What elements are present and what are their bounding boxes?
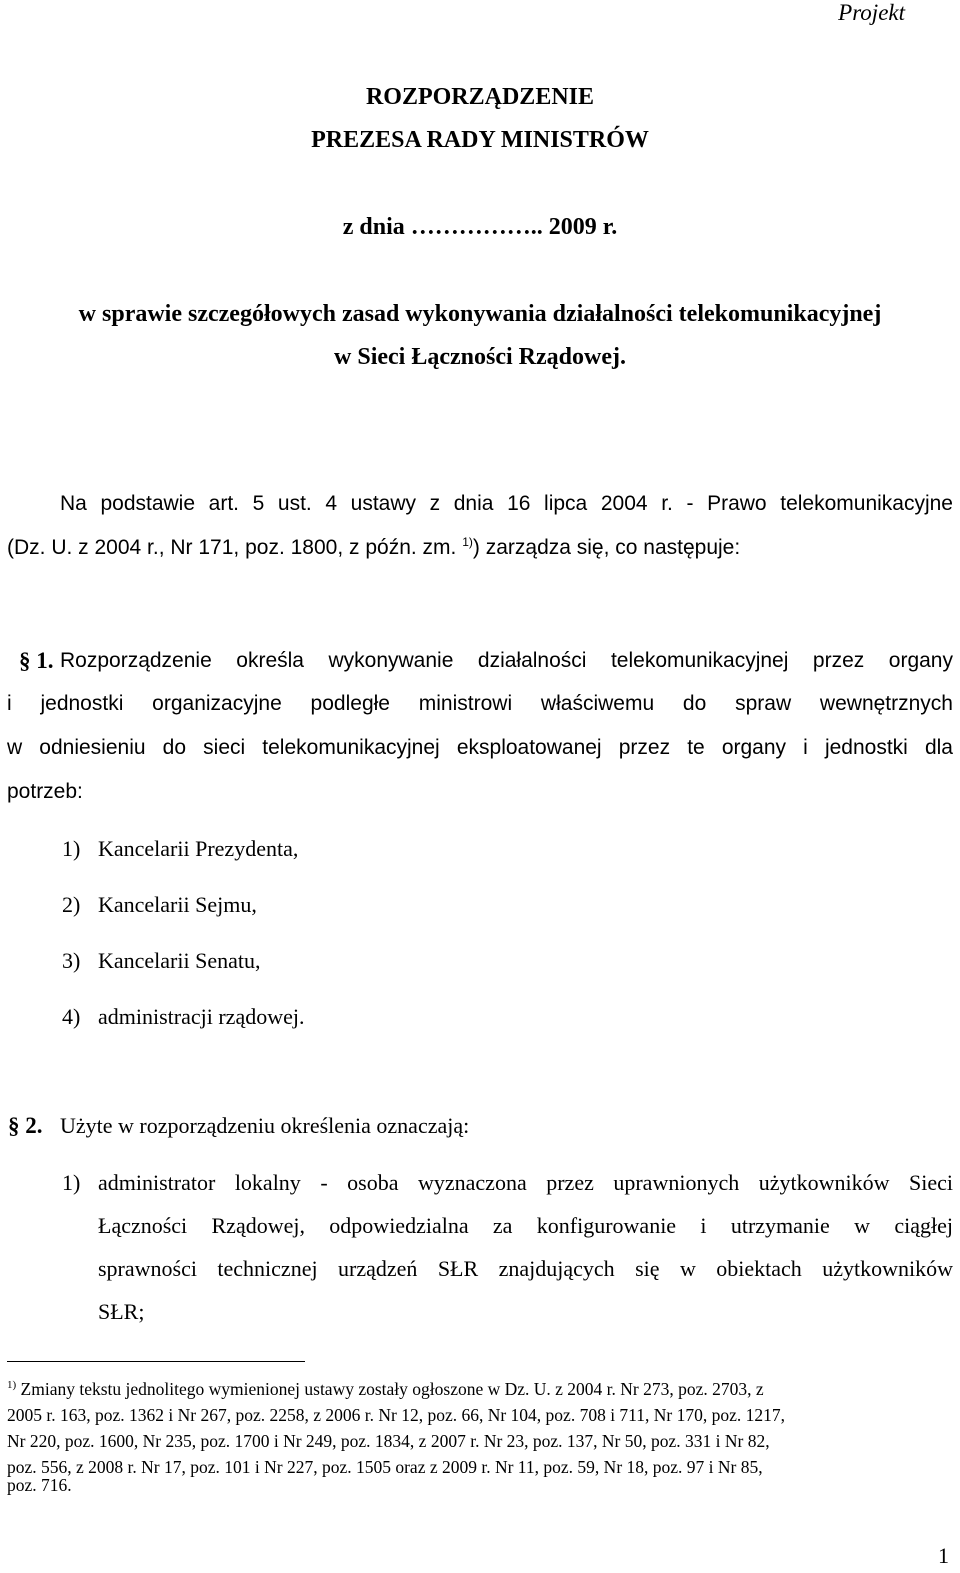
footnote-line2: 2005 r. 163, poz. 1362 i Nr 267, poz. 2258, z 2006 r. Nr 12, poz. 66, Nr 104, poz. 708 i 711, Nr 170, poz. 1217, <box>7 1405 786 1425</box>
document-date: z dnia …………….. 2009 r. <box>342 214 618 240</box>
section2-item1-line3: sprawności technicznej urządzeń SŁR znajdujących się w obiektach użytkowników <box>98 1256 953 1281</box>
preamble-line2 <box>7 536 740 560</box>
section1-item-text: administracji rządowej. <box>98 1004 305 1029</box>
section1-item-text: Kancelarii Prezydenta, <box>98 836 299 861</box>
section2-marker: § 2. <box>8 1113 43 1138</box>
document-subject-line1: w sprawie szczegółowych zasad wykonywania działalności telekomunikacyjnej <box>78 301 882 327</box>
footnote-text: Zmiany tekstu jednolitego wymienionej ustawy zostały ogłoszone w Dz. U. z 2004 r. Nr 273, poz. 2703, z <box>20 1379 764 1399</box>
section2-item1-line2: Łączności Rządowej, odpowiedzialna za konfigurowanie i utrzymanie w ciągłej <box>98 1213 953 1238</box>
document-status: Projekt <box>838 0 905 25</box>
section1-line1: Rozporządzenie określa wykonywanie działalności telekomunikacyjnej przez organy <box>60 649 953 672</box>
footnote-line5: poz. 716. <box>7 1475 72 1495</box>
section1-item-num: 1) <box>62 836 81 861</box>
section1-item-num: 2) <box>62 892 81 917</box>
section2-intro: Użyte w rozporządzeniu określenia oznaczają: <box>60 1113 470 1138</box>
section1-line4: potrzeb: <box>7 780 83 803</box>
section1-item-num: 3) <box>62 948 81 973</box>
footnote-separator <box>7 1361 305 1362</box>
preamble-line2-part-b: ) zarządza się, co następuje: <box>472 536 741 559</box>
section1-item-num: 4) <box>62 1004 81 1029</box>
footnote-reference: 1) <box>462 535 473 549</box>
section1-item-text: Kancelarii Sejmu, <box>98 892 257 917</box>
footnote-line3: Nr 220, poz. 1600, Nr 235, poz. 1700 i Nr 249, poz. 1834, z 2007 r. Nr 23, poz. 137, Nr 50, poz. 331 i Nr 82, <box>7 1431 770 1451</box>
preamble-line2-part-a: (Dz. U. z 2004 r., Nr 171, poz. 1800, z późn. zm. <box>7 536 457 559</box>
footnote-line1 <box>7 1379 764 1400</box>
footnote-line4: poz. 556, z 2008 r. Nr 17, poz. 101 i Nr 227, poz. 1505 oraz z 2009 r. Nr 11, poz. 59, Nr 18, poz. 97 i Nr 85, <box>7 1457 763 1477</box>
document-title-line1: ROZPORZĄDZENIE <box>365 84 595 110</box>
section2-item1-line1: administrator lokalny - osoba wyznaczona przez uprawnionych użytkowników Sieci <box>98 1170 953 1195</box>
section1-marker: § 1. <box>19 648 54 673</box>
section1-item-text: Kancelarii Senatu, <box>98 948 261 973</box>
section1-line2: i jednostki organizacyjne podległe ministrowi właściwemu do spraw wewnętrznych <box>7 692 953 715</box>
footnote-marker: 1) <box>7 1379 17 1392</box>
document-title-line2: PREZESA RADY MINISTRÓW <box>311 127 649 153</box>
section1-line3: w odniesieniu do sieci telekomunikacyjnej eksploatowanej przez te organy i jednostki dla <box>7 736 953 759</box>
section2-item-num: 1) <box>62 1170 81 1195</box>
document-subject-line2: w Sieci Łączności Rządowej. <box>334 344 626 370</box>
section2-item1-line4: SŁR; <box>98 1299 145 1324</box>
preamble-line1: Na podstawie art. 5 ust. 4 ustawy z dnia 16 lipca 2004 r. - Prawo telekomunikacyjne <box>60 492 953 515</box>
page-number: 1 <box>938 1543 949 1568</box>
